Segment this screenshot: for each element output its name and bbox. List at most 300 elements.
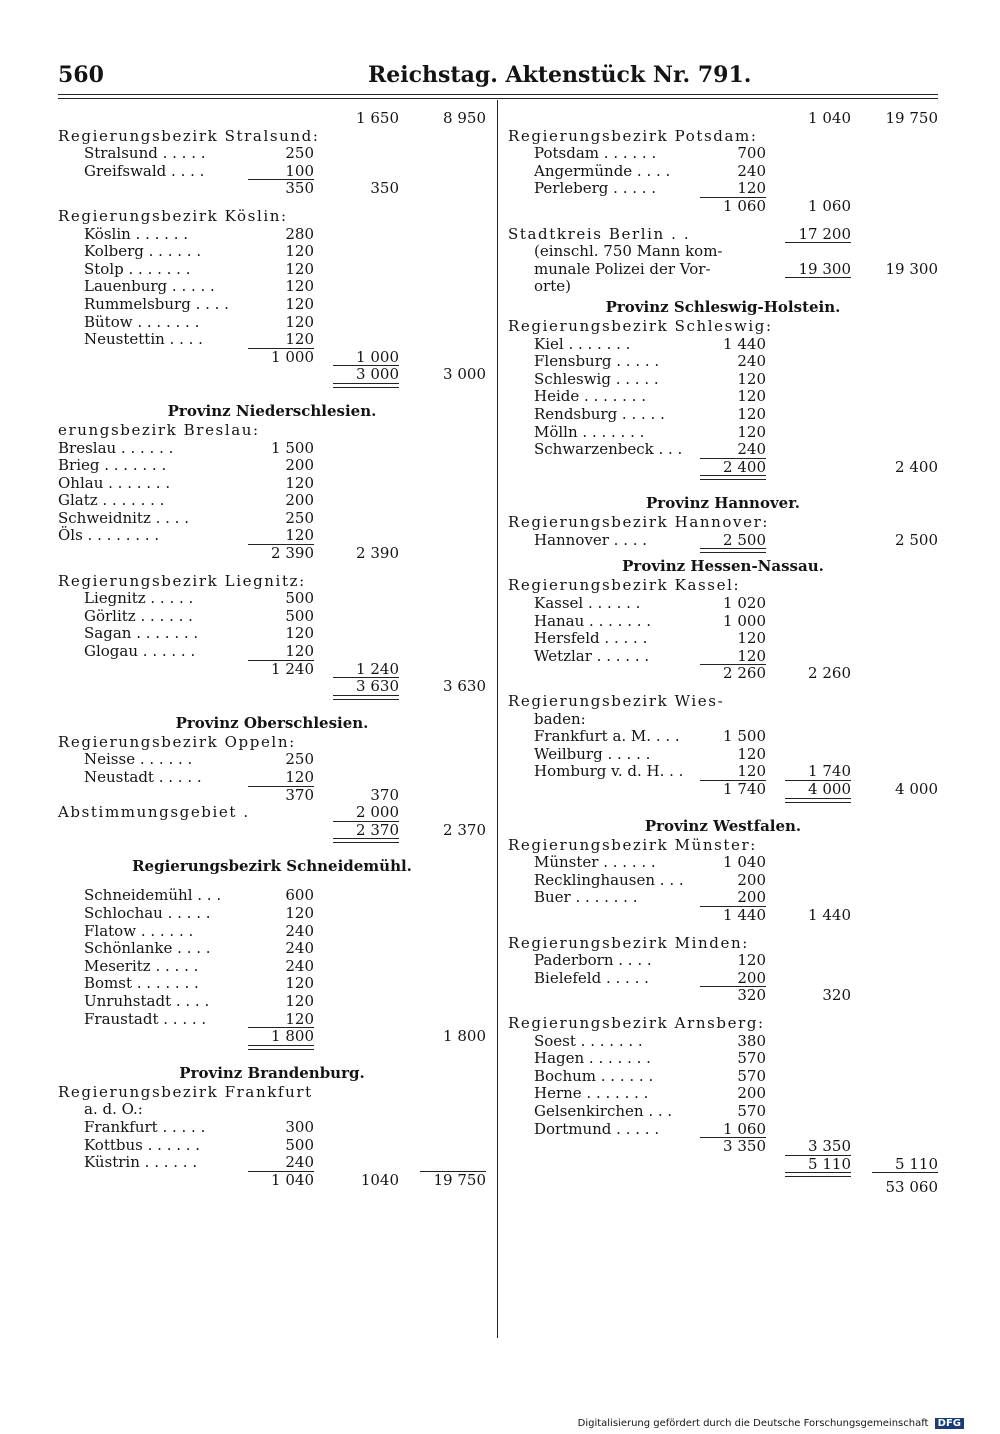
table-row	[58, 1084, 486, 1102]
row-label: Frankfurt . . . . .	[84, 1117, 206, 1136]
row-label: Öls . . . . . . . .	[58, 526, 160, 545]
district-heading: a. d. O.:	[84, 1100, 143, 1119]
district-heading: Regierungsbezirk Oppeln:	[58, 732, 296, 751]
row-label: Kassel . . . . . .	[534, 594, 641, 613]
amount-n3: 19 750	[433, 1170, 486, 1189]
column-divider	[497, 100, 498, 1338]
row-label: Ohlau . . . . . . .	[58, 473, 171, 492]
table-row	[508, 532, 938, 550]
amount-n1: 240	[737, 440, 766, 459]
table-row	[508, 318, 938, 336]
table-row	[508, 128, 938, 146]
table-row	[58, 573, 486, 591]
amount-n1: 3 350	[723, 1137, 766, 1156]
table-row	[508, 406, 938, 424]
table-row	[508, 482, 938, 492]
amount-n1: 240	[285, 956, 314, 975]
amount-n1: 120	[285, 768, 314, 786]
table-row	[508, 514, 938, 532]
amount-n1: 240	[737, 352, 766, 371]
amount-n1: 100	[285, 161, 314, 180]
amount-n1: 120	[285, 312, 314, 331]
amount-n3: 3 630	[443, 677, 486, 696]
table-row	[508, 665, 938, 683]
table-row	[58, 1137, 486, 1155]
district-heading: Stadtkreis Berlin . .	[508, 224, 691, 243]
row-label: Rummelsburg . . . .	[84, 294, 229, 313]
table-row	[58, 400, 486, 422]
table-row	[58, 527, 486, 545]
row-label: munale Polizei der Vor-	[534, 259, 711, 278]
amount-n1: 1 440	[723, 905, 766, 924]
table-row	[58, 643, 486, 661]
district-heading: Regierungsbezirk Hannover:	[508, 513, 769, 532]
amount-n1: 200	[737, 888, 766, 907]
table-row	[508, 180, 938, 198]
district-heading: erungsbezirk Breslau:	[58, 420, 260, 439]
row-label: Sagan . . . . . . .	[84, 624, 199, 643]
table-row	[58, 475, 486, 493]
amount-n3: 4 000	[895, 780, 938, 798]
amount-n1: 120	[737, 369, 766, 388]
table-row	[58, 845, 486, 855]
row-label: Schlochau . . . . .	[84, 903, 211, 922]
table-row	[508, 1179, 938, 1197]
amount-n2: 19 300	[798, 259, 851, 278]
row-label: Kolberg . . . . . .	[84, 242, 202, 261]
amount-n2: 1040	[360, 1170, 399, 1189]
section-heading: Provinz Westfalen.	[644, 816, 802, 835]
amount-n1: 1 500	[271, 438, 314, 457]
table-row	[58, 734, 486, 752]
amount-n1: 200	[737, 870, 766, 889]
row-label: Münster . . . . . .	[534, 853, 656, 872]
table-row	[508, 889, 938, 907]
amount-n1: 120	[285, 991, 314, 1010]
table-row	[508, 711, 938, 729]
table-row	[58, 261, 486, 279]
row-label: Schleswig . . . . .	[534, 369, 659, 388]
amount-n1: 320	[737, 986, 766, 1005]
amount-n3: 19 300	[885, 259, 938, 278]
row-label: Görlitz . . . . . .	[84, 606, 193, 625]
table-row	[58, 751, 486, 769]
row-label: Meseritz . . . . .	[84, 956, 199, 975]
amount-n1: 500	[285, 1135, 314, 1154]
amount-n1: 1 040	[723, 853, 766, 872]
row-label: Recklinghausen . . .	[534, 870, 684, 889]
right-column	[508, 110, 938, 1197]
amount-n2: 350	[370, 179, 399, 198]
left-column	[58, 110, 486, 1189]
amount-n1: 120	[285, 903, 314, 922]
amount-n1: 120	[285, 242, 314, 261]
district-heading: Regierungsbezirk Arnsberg:	[508, 1013, 765, 1032]
amount-n2: 3 350	[808, 1137, 851, 1156]
table-row	[508, 441, 938, 459]
table-row	[58, 314, 486, 332]
table-row	[58, 1062, 486, 1084]
amount-n1: 120	[285, 473, 314, 492]
district-heading: Regierungsbezirk Kassel:	[508, 576, 741, 595]
amount-n1: 120	[737, 762, 766, 781]
row-label: Hagen . . . . . . .	[534, 1049, 651, 1068]
amount-n1: 240	[285, 921, 314, 940]
district-heading: Abstimmungsgebiet .	[58, 803, 250, 822]
amount-n1: 600	[285, 886, 314, 905]
table-row	[58, 1172, 486, 1190]
row-label: (einschl. 750 Mann kom-	[534, 242, 723, 261]
table-row	[58, 278, 486, 296]
row-label: Glatz . . . . . . .	[58, 491, 165, 510]
table-row	[508, 226, 938, 244]
table-row	[508, 577, 938, 595]
row-label: Dortmund . . . . .	[534, 1119, 660, 1138]
table-row	[58, 887, 486, 905]
section-heading: Provinz Schleswig-Holstein.	[605, 297, 841, 316]
table-row	[508, 630, 938, 648]
table-row	[58, 1028, 486, 1046]
amount-n1: 240	[285, 1153, 314, 1172]
row-label: Paderborn . . . .	[534, 951, 652, 970]
table-row	[58, 296, 486, 314]
table-row	[58, 180, 486, 198]
row-label: Brieg . . . . . . .	[58, 456, 167, 475]
row-label: Wetzlar . . . . . .	[534, 646, 650, 665]
row-label: Bomst . . . . . . .	[84, 974, 199, 993]
table-row	[58, 422, 486, 440]
row-label: Stolp . . . . . . .	[84, 259, 191, 278]
page-number: 560	[58, 62, 104, 88]
section-heading: Provinz Niederschlesien.	[167, 401, 377, 420]
table-row	[508, 854, 938, 872]
amount-n1: 2 500	[723, 530, 766, 549]
table-row	[508, 459, 938, 477]
table-row	[508, 1085, 938, 1103]
amount-n1: 380	[737, 1031, 766, 1050]
district-heading: Regierungsbezirk Schleswig:	[508, 316, 773, 335]
amount-n1: 120	[737, 951, 766, 970]
row-label: Unruhstadt . . . .	[84, 991, 210, 1010]
amount-n1: 120	[737, 422, 766, 441]
table-row	[508, 1103, 938, 1121]
row-label: Potsdam . . . . . .	[534, 144, 657, 163]
table-row	[508, 648, 938, 666]
table-row	[508, 746, 938, 764]
table-row	[58, 958, 486, 976]
amount-n1: 1 020	[723, 594, 766, 613]
row-label: Perleberg . . . . .	[534, 179, 657, 198]
row-label: Greifswald . . . .	[84, 161, 205, 180]
amount-n1: 200	[737, 968, 766, 987]
amount-n1: 120	[285, 642, 314, 661]
table-row	[508, 781, 938, 799]
amount-n1: 1 060	[723, 1119, 766, 1138]
table-row	[508, 987, 938, 1005]
amount-n1: 240	[285, 939, 314, 958]
dfg-logo: DFG	[935, 1418, 964, 1429]
amount-n1: 370	[285, 785, 314, 804]
table-row	[58, 702, 486, 712]
table-row	[58, 661, 486, 679]
row-label: Küstrin . . . . . .	[84, 1153, 198, 1172]
district-heading: Regierungsbezirk Münster:	[508, 835, 757, 854]
running-title: Reichstag. Aktenstück Nr. 791.	[368, 62, 752, 88]
amount-n2: 1 040	[808, 109, 851, 127]
amount-n1: 200	[285, 456, 314, 475]
row-label: Schönlanke . . . .	[84, 939, 211, 958]
table-row	[58, 208, 486, 226]
amount-n1: 570	[737, 1101, 766, 1120]
table-row	[58, 226, 486, 244]
amount-n2: 1 240	[356, 659, 399, 678]
table-row	[508, 110, 938, 128]
amount-n1: 1 440	[723, 334, 766, 353]
row-label: Mölln . . . . . . .	[534, 422, 645, 441]
double-rule	[785, 1172, 851, 1177]
row-label: Flatow . . . . . .	[84, 921, 194, 940]
table-row	[58, 1119, 486, 1137]
table-row	[508, 1033, 938, 1051]
amount-n1: 700	[737, 144, 766, 163]
row-label: Angermünde . . . .	[534, 161, 671, 180]
amount-n1: 1 040	[271, 1170, 314, 1189]
amount-n2: 1 440	[808, 905, 851, 924]
amount-n1: 1 740	[723, 780, 766, 798]
amount-n1: 120	[285, 294, 314, 313]
amount-n3: 19 750	[885, 109, 938, 127]
row-label: Breslau . . . . . .	[58, 438, 174, 457]
amount-n1: 280	[285, 224, 314, 243]
amount-n1: 200	[285, 491, 314, 510]
table-row	[508, 970, 938, 988]
table-row	[508, 952, 938, 970]
district-heading: Regierungsbezirk Stralsund:	[58, 126, 320, 145]
row-label: Soest . . . . . . .	[534, 1031, 643, 1050]
row-label: Schweidnitz . . . .	[58, 508, 189, 527]
row-label: orte)	[534, 277, 571, 296]
table-row	[508, 907, 938, 925]
table-row	[58, 822, 486, 840]
header-rule-bottom	[58, 98, 938, 99]
row-label: Köslin . . . . . .	[84, 224, 189, 243]
double-rule	[333, 383, 399, 388]
table-row	[508, 145, 938, 163]
amount-n1: 200	[737, 1084, 766, 1103]
amount-n1: 120	[737, 744, 766, 763]
row-label: Heide . . . . . . .	[534, 387, 646, 406]
amount-n2: 2 000	[356, 803, 399, 822]
amount-n1: 350	[285, 179, 314, 198]
amount-n2: 5 110	[808, 1154, 851, 1173]
row-label: Flensburg . . . . .	[534, 352, 660, 371]
row-label: Kiel . . . . . . .	[534, 334, 631, 353]
section-heading: Provinz Brandenburg.	[179, 1063, 365, 1082]
amount-n1: 2 390	[271, 544, 314, 563]
amount-n2: 1 000	[356, 347, 399, 366]
amount-n1: 250	[285, 750, 314, 769]
table-row	[58, 787, 486, 805]
table-row	[58, 608, 486, 626]
table-row	[58, 331, 486, 349]
row-label: Liegnitz . . . . .	[84, 589, 194, 608]
table-row	[58, 625, 486, 643]
amount-n3: 2 370	[443, 820, 486, 839]
row-label: Lauenburg . . . . .	[84, 277, 215, 296]
row-label: Weilburg . . . . .	[534, 744, 651, 763]
amount-n1: 120	[285, 259, 314, 278]
table-row	[58, 510, 486, 528]
row-label: Glogau . . . . . .	[84, 642, 196, 661]
table-row	[58, 243, 486, 261]
page-header	[58, 62, 938, 92]
row-label: Hersfeld . . . . .	[534, 629, 648, 648]
table-row	[58, 678, 486, 696]
row-label: Kottbus . . . . . .	[84, 1135, 201, 1154]
table-row	[508, 815, 938, 837]
amount-n1: 250	[285, 144, 314, 163]
row-label: Bütow . . . . . . .	[84, 312, 200, 331]
table-row	[58, 110, 486, 128]
amount-n1: 500	[285, 606, 314, 625]
row-label: Neustadt . . . . .	[84, 768, 202, 786]
amount-n2: 2 260	[808, 664, 851, 683]
amount-n1: 1 240	[271, 659, 314, 678]
table-row	[58, 855, 486, 877]
table-row	[58, 712, 486, 734]
table-row	[58, 905, 486, 923]
district-heading: Regierungsbezirk Köslin:	[58, 206, 288, 225]
row-label: Bielefeld . . . . .	[534, 968, 649, 987]
amount-n1: 120	[285, 624, 314, 643]
table-row	[508, 1138, 938, 1156]
row-label: Hannover . . . .	[534, 530, 648, 549]
table-row	[508, 1050, 938, 1068]
table-row	[58, 804, 486, 822]
amount-n1: 120	[285, 1009, 314, 1028]
double-rule	[333, 695, 399, 700]
table-row	[58, 390, 486, 400]
table-row	[58, 163, 486, 181]
amount-n2: 17 200	[798, 224, 851, 243]
table-row	[508, 763, 938, 781]
table-row	[508, 837, 938, 855]
table-row	[508, 555, 938, 577]
table-row	[58, 1052, 486, 1062]
amount-n2: 4 000	[808, 780, 851, 798]
double-rule	[785, 798, 851, 803]
amount-n1: 120	[737, 646, 766, 665]
amount-n1: 250	[285, 508, 314, 527]
amount-n1: 240	[737, 161, 766, 180]
amount-n1: 1 800	[271, 1027, 314, 1046]
table-row	[58, 366, 486, 384]
table-row	[508, 353, 938, 371]
table-row	[58, 440, 486, 458]
table-row	[508, 163, 938, 181]
table-row	[508, 424, 938, 442]
amount-n3: 2 500	[895, 530, 938, 549]
double-rule	[333, 838, 399, 843]
row-label: Schwarzenbeck . . .	[534, 440, 683, 459]
amount-n1: 300	[285, 1117, 314, 1136]
table-row	[58, 975, 486, 993]
table-row	[58, 769, 486, 787]
amount-n3: 1 800	[443, 1027, 486, 1046]
table-row	[508, 935, 938, 953]
district-heading: Regierungsbezirk Frankfurt	[58, 1082, 313, 1101]
district-heading: Regierungsbezirk Liegnitz:	[58, 571, 306, 590]
row-label: Buer . . . . . . .	[534, 888, 638, 907]
amount-n1: 120	[737, 404, 766, 423]
table-row	[508, 336, 938, 354]
double-rule	[248, 1045, 314, 1050]
amount-n1: 570	[737, 1066, 766, 1085]
section-heading: Provinz Hannover.	[646, 494, 800, 513]
amount-n2: 3 000	[356, 365, 399, 384]
amount-n2: 370	[370, 785, 399, 804]
row-label: Frankfurt a. M. . . .	[534, 727, 680, 746]
row-label: Schneidemühl . . .	[84, 886, 222, 905]
table-row	[508, 371, 938, 389]
table-row	[508, 595, 938, 613]
row-label: Fraustadt . . . . .	[84, 1009, 207, 1028]
header-rule-top	[58, 94, 938, 95]
amount-n2: 2 370	[356, 820, 399, 839]
table-row	[508, 1121, 938, 1139]
row-label: Hanau . . . . . . .	[534, 611, 652, 630]
row-label: Neustettin . . . .	[84, 330, 203, 349]
table-row	[508, 492, 938, 514]
section-heading: Regierungsbezirk Schneidemühl.	[132, 857, 412, 876]
amount-n2: 2 390	[356, 544, 399, 563]
table-row	[508, 198, 938, 216]
amount-n1: 120	[737, 179, 766, 198]
footer	[578, 1418, 964, 1429]
table-row	[508, 1015, 938, 1033]
amount-n1: 2 260	[723, 664, 766, 683]
table-row	[58, 1011, 486, 1029]
table-row	[58, 940, 486, 958]
table-row	[58, 993, 486, 1011]
amount-n1: 120	[737, 387, 766, 406]
table-row	[508, 243, 938, 261]
table-row	[508, 278, 938, 296]
amount-n1: 2 400	[723, 457, 766, 476]
table-row	[508, 613, 938, 631]
table-row	[58, 492, 486, 510]
table-row	[58, 923, 486, 941]
table-row	[58, 545, 486, 563]
table-row	[508, 388, 938, 406]
amount-n1: 120	[285, 974, 314, 993]
section-heading: Provinz Hessen-Nassau.	[622, 557, 824, 576]
amount-n1: 120	[285, 526, 314, 545]
table-row	[508, 728, 938, 746]
amount-n2: 1 740	[808, 762, 851, 781]
amount-n3: 2 400	[895, 457, 938, 476]
amount-n3: 3 000	[443, 365, 486, 384]
district-heading: Regierungsbezirk Potsdam:	[508, 126, 758, 145]
amount-n1: 120	[737, 629, 766, 648]
table-row	[58, 349, 486, 367]
table-row	[508, 1068, 938, 1086]
amount-n2: 1 650	[356, 109, 399, 127]
district-heading: Regierungsbezirk Minden:	[508, 933, 749, 952]
double-rule	[700, 475, 766, 480]
amount-n1: 500	[285, 589, 314, 608]
row-label: Homburg v. d. H. . .	[534, 762, 684, 781]
